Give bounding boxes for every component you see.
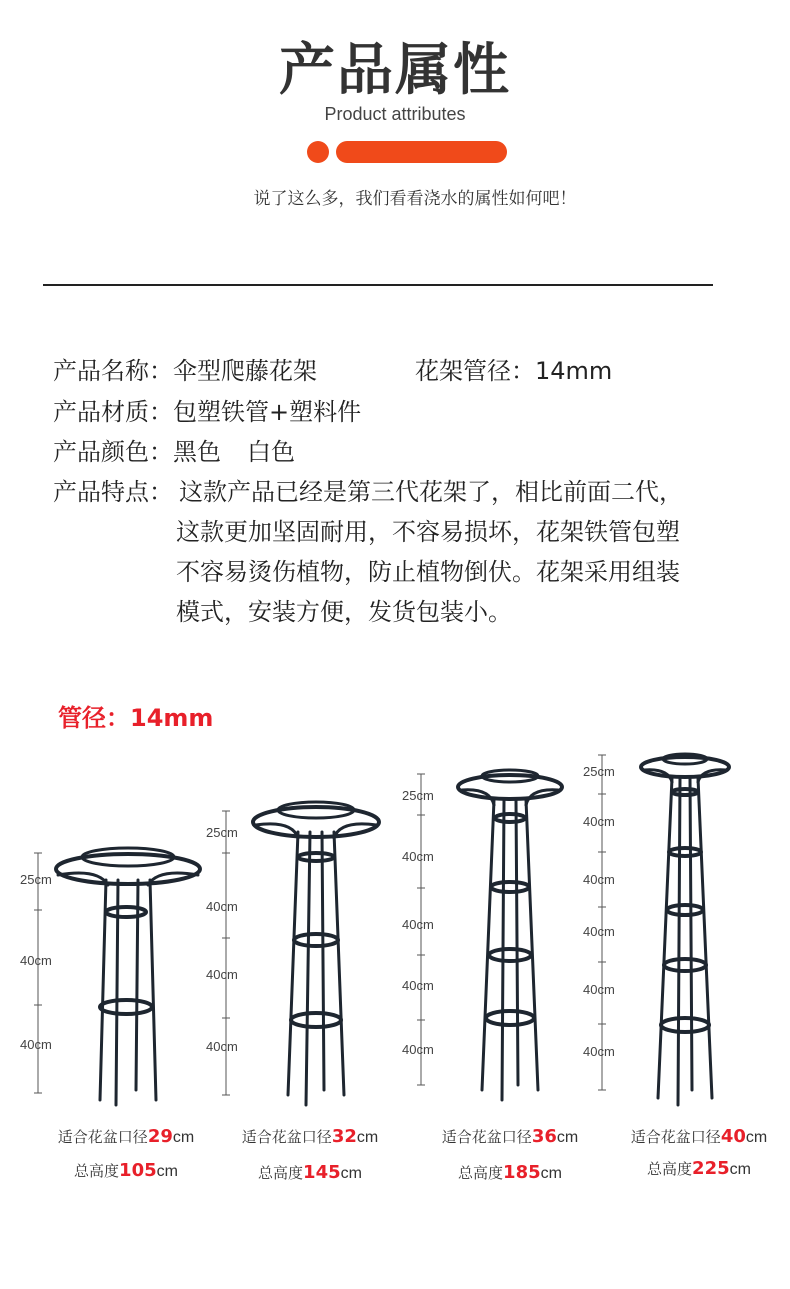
- attr-color-label: 产品颜色：: [53, 438, 173, 466]
- feature-line: 这款产品已经是第三代花架了，相比前面二代，: [179, 478, 683, 506]
- dim-label: 40cm: [583, 924, 615, 939]
- attr-pipe-value: 14mm: [535, 357, 613, 385]
- dim-label: 40cm: [20, 1037, 52, 1052]
- feature-line: 模式，安装方便，发货包装小。: [176, 598, 512, 626]
- attr-material-label: 产品材质：: [53, 398, 173, 426]
- attr-name-label: 产品名称：: [53, 357, 173, 385]
- dim-label: 40cm: [583, 814, 615, 829]
- pipe-diameter-heading: 管径：14mm: [58, 704, 214, 732]
- stand-2-illustration: [253, 802, 379, 1105]
- dim-label: 40cm: [402, 978, 434, 993]
- dim-label: 25cm: [583, 764, 615, 779]
- attr-feature-label: 产品特点：: [53, 478, 173, 506]
- dim-label: 40cm: [206, 1039, 238, 1054]
- page-title: 产品属性: [279, 38, 511, 103]
- dim-label: 40cm: [583, 1044, 615, 1059]
- feature-line: 这款更加坚固耐用，不容易损坏，花架铁管包塑: [176, 518, 680, 546]
- dim-label: 25cm: [20, 872, 52, 887]
- attr-color-value-1: 黑色: [173, 438, 221, 466]
- pot-size-caption: 适合花盆口径32cm: [241, 1126, 379, 1147]
- dim-label: 40cm: [402, 849, 434, 864]
- attr-material-value: 包塑铁管+塑料件: [173, 398, 362, 426]
- page-subtitle: Product attributes: [324, 104, 466, 124]
- pot-size-caption: 适合花盆口径36cm: [441, 1126, 579, 1147]
- total-height-caption: 总高度145cm: [258, 1162, 362, 1183]
- total-height-caption: 总高度185cm: [458, 1162, 562, 1183]
- attr-color-value-2: 白色: [247, 438, 295, 466]
- dim-label: 40cm: [206, 967, 238, 982]
- feature-line: 不容易烫伤植物，防止植物倒伏。花架采用组装: [176, 558, 680, 586]
- dim-label: 40cm: [583, 872, 615, 887]
- dim-label: 25cm: [206, 825, 238, 840]
- dim-label: 40cm: [402, 1042, 434, 1057]
- attr-pipe-label: 花架管径：: [415, 357, 535, 385]
- total-height-caption: 总高度105cm: [74, 1160, 178, 1181]
- stand-3-illustration: [458, 770, 562, 1100]
- stand-1-illustration: [56, 848, 200, 1105]
- stand-4-illustration: [641, 754, 729, 1105]
- pot-size-caption: 适合花盆口径40cm: [630, 1126, 768, 1147]
- total-height-caption: 总高度225cm: [647, 1158, 751, 1179]
- intro-text: 说了这么多，我们看看浇水的属性如何吧！: [253, 189, 577, 209]
- dim-label: 40cm: [583, 982, 615, 997]
- dim-label: 25cm: [402, 788, 434, 803]
- dim-label: 40cm: [402, 917, 434, 932]
- dim-label: 40cm: [206, 899, 238, 914]
- dim-label: 40cm: [20, 953, 52, 968]
- attr-name-value: 伞型爬藤花架: [173, 357, 317, 385]
- pot-size-caption: 适合花盆口径29cm: [57, 1126, 195, 1147]
